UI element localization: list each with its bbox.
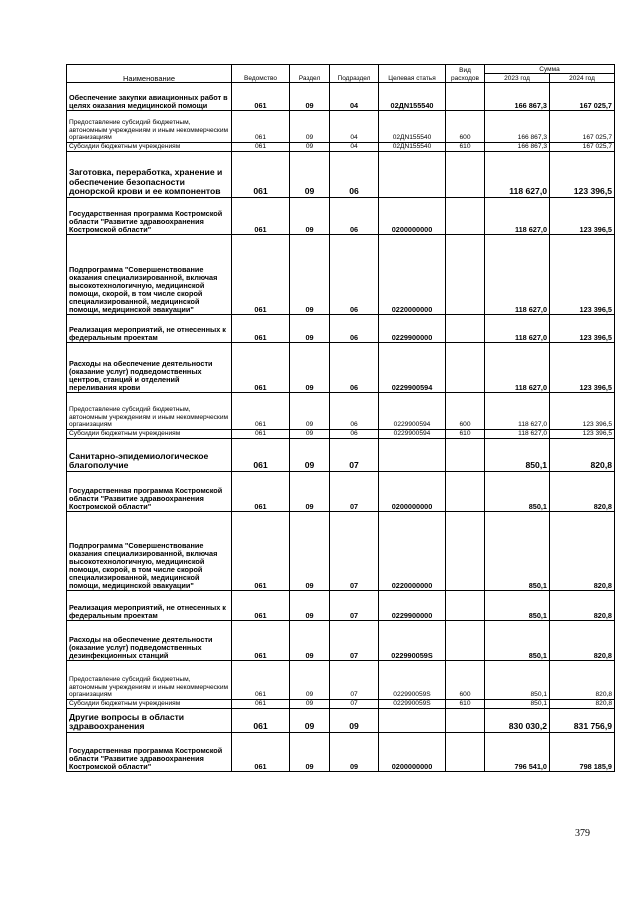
row-podrazdel: 07 xyxy=(330,439,379,472)
row-sum-2024: 167 025,7 xyxy=(550,83,615,111)
budget-table xyxy=(66,64,615,772)
row-podrazdel: 07 xyxy=(330,621,379,661)
row-name: Государственная программа Костромской области "Развитие здравоохранения Костромской области" xyxy=(67,733,232,772)
row-podrazdel: 09 xyxy=(330,709,379,733)
row-target: 0200000000 xyxy=(379,472,446,512)
row-razdel: 09 xyxy=(290,393,330,430)
row-name: Расходы на обеспечение деятельности (оказание услуг) подведомственных центров, станций и отделений переливания крови xyxy=(67,343,232,393)
row-razdel: 09 xyxy=(290,235,330,315)
row-sum-2023: 166 867,3 xyxy=(485,143,550,152)
row-vedomstvo: 061 xyxy=(232,111,290,143)
row-sum-2024: 123 396,5 xyxy=(550,343,615,393)
table-row xyxy=(67,235,615,315)
row-vedomstvo: 061 xyxy=(232,198,290,235)
table-row xyxy=(67,733,615,772)
row-target: 0229900000 xyxy=(379,591,446,621)
header-year-2024: 2024 год xyxy=(550,74,615,83)
row-podrazdel: 09 xyxy=(330,733,379,772)
row-razdel: 09 xyxy=(290,152,330,198)
row-vedomstvo: 061 xyxy=(232,661,290,700)
row-target: 0200000000 xyxy=(379,198,446,235)
row-razdel: 09 xyxy=(290,343,330,393)
row-podrazdel: 07 xyxy=(330,700,379,709)
row-sum-2024: 820,8 xyxy=(550,661,615,700)
row-sum-2023: 850,1 xyxy=(485,472,550,512)
row-target: 0229900594 xyxy=(379,430,446,439)
row-name: Обеспечение закупки авиационных работ в целях оказания медицинской помощи xyxy=(67,83,232,111)
row-name: Другие вопросы в области здравоохранения xyxy=(67,709,232,733)
row-sum-2024: 123 396,5 xyxy=(550,315,615,343)
row-name: Подпрограмма "Совершенствование оказания специализированной, включая высокотехнологичную, медицинской помощи, скорой, в том числе скорой специализированной, медицинской помощи, медицинской эвакуации" xyxy=(67,512,232,591)
row-name: Субсидии бюджетным учреждениям xyxy=(67,700,232,709)
row-target: 0229900000 xyxy=(379,315,446,343)
row-name: Предоставление субсидий бюджетным, автономным учреждениям и иным некоммерческим организациям xyxy=(67,661,232,700)
row-vedomstvo: 061 xyxy=(232,700,290,709)
table-row xyxy=(67,709,615,733)
table-row xyxy=(67,152,615,198)
row-sum-2023: 850,1 xyxy=(485,439,550,472)
row-podrazdel: 06 xyxy=(330,198,379,235)
row-podrazdel: 07 xyxy=(330,472,379,512)
row-name: Государственная программа Костромской области "Развитие здравоохранения Костромской области" xyxy=(67,198,232,235)
row-vedomstvo: 061 xyxy=(232,733,290,772)
row-podrazdel: 07 xyxy=(330,661,379,700)
row-sum-2023: 118 627,0 xyxy=(485,430,550,439)
row-sum-2023: 118 627,0 xyxy=(485,393,550,430)
row-sum-2024: 820,8 xyxy=(550,591,615,621)
row-sum-2024: 167 025,7 xyxy=(550,143,615,152)
row-sum-2023: 118 627,0 xyxy=(485,198,550,235)
row-vid xyxy=(446,315,485,343)
row-sum-2023: 118 627,0 xyxy=(485,315,550,343)
row-vid: 600 xyxy=(446,111,485,143)
row-vid: 610 xyxy=(446,430,485,439)
row-sum-2024: 831 756,9 xyxy=(550,709,615,733)
table-row xyxy=(67,343,615,393)
row-podrazdel: 06 xyxy=(330,343,379,393)
row-target xyxy=(379,709,446,733)
table-row xyxy=(67,472,615,512)
header-summa: Сумма xyxy=(485,65,615,74)
row-target: 02ДN155540 xyxy=(379,83,446,111)
row-vid xyxy=(446,152,485,198)
row-vid xyxy=(446,343,485,393)
row-razdel: 09 xyxy=(290,733,330,772)
row-razdel: 09 xyxy=(290,198,330,235)
row-vid xyxy=(446,198,485,235)
row-name: Расходы на обеспечение деятельности (оказание услуг) подведомственных дезинфекционных станций xyxy=(67,621,232,661)
row-sum-2023: 118 627,0 xyxy=(485,343,550,393)
table-row xyxy=(67,393,615,430)
row-vid xyxy=(446,512,485,591)
row-vedomstvo: 061 xyxy=(232,235,290,315)
row-podrazdel: 06 xyxy=(330,393,379,430)
row-sum-2024: 123 396,5 xyxy=(550,152,615,198)
row-name: Реализация мероприятий, не отнесенных к федеральным проектам xyxy=(67,591,232,621)
row-podrazdel: 06 xyxy=(330,235,379,315)
row-vedomstvo: 061 xyxy=(232,152,290,198)
row-name: Субсидии бюджетным учреждениям xyxy=(67,143,232,152)
header-target: Целевая статья xyxy=(379,65,446,83)
row-vid xyxy=(446,733,485,772)
row-vedomstvo: 061 xyxy=(232,315,290,343)
row-sum-2023: 166 867,3 xyxy=(485,83,550,111)
table-row xyxy=(67,439,615,472)
row-sum-2024: 820,8 xyxy=(550,700,615,709)
row-razdel: 09 xyxy=(290,709,330,733)
header-vedomstvo: Ведомство xyxy=(232,65,290,83)
row-vedomstvo: 061 xyxy=(232,709,290,733)
row-name: Санитарно-эпидемиологическое благополучие xyxy=(67,439,232,472)
row-vedomstvo: 061 xyxy=(232,591,290,621)
row-sum-2023: 830 030,2 xyxy=(485,709,550,733)
row-target: 0220000000 xyxy=(379,235,446,315)
row-sum-2023: 850,1 xyxy=(485,591,550,621)
table-row xyxy=(67,143,615,152)
page-number: 379 xyxy=(575,828,590,839)
row-name: Реализация мероприятий, не отнесенных к федеральным проектам xyxy=(67,315,232,343)
row-razdel: 09 xyxy=(290,512,330,591)
header-year-2023: 2023 год xyxy=(485,74,550,83)
row-sum-2023: 850,1 xyxy=(485,700,550,709)
row-sum-2024: 123 396,5 xyxy=(550,393,615,430)
row-target: 0229900594 xyxy=(379,343,446,393)
row-razdel: 09 xyxy=(290,143,330,152)
row-vedomstvo: 061 xyxy=(232,83,290,111)
row-sum-2023: 850,1 xyxy=(485,661,550,700)
row-sum-2024: 123 396,5 xyxy=(550,235,615,315)
row-podrazdel: 04 xyxy=(330,111,379,143)
row-vedomstvo: 061 xyxy=(232,393,290,430)
row-podrazdel: 04 xyxy=(330,143,379,152)
row-sum-2023: 166 867,3 xyxy=(485,111,550,143)
row-vid xyxy=(446,591,485,621)
table-row xyxy=(67,83,615,111)
header-name: Наименование xyxy=(67,65,232,83)
row-target: 0229900594 xyxy=(379,393,446,430)
row-sum-2024: 123 396,5 xyxy=(550,198,615,235)
row-target: 022990059S xyxy=(379,661,446,700)
row-vid xyxy=(446,621,485,661)
row-vid: 610 xyxy=(446,143,485,152)
row-sum-2023: 796 541,0 xyxy=(485,733,550,772)
row-vid: 600 xyxy=(446,661,485,700)
table-row xyxy=(67,621,615,661)
row-sum-2024: 820,8 xyxy=(550,439,615,472)
table-row xyxy=(67,111,615,143)
table-row xyxy=(67,315,615,343)
row-podrazdel: 04 xyxy=(330,83,379,111)
row-vid xyxy=(446,709,485,733)
header-razdel: Раздел xyxy=(290,65,330,83)
row-vedomstvo: 061 xyxy=(232,512,290,591)
table-row xyxy=(67,430,615,439)
row-vid xyxy=(446,235,485,315)
row-razdel: 09 xyxy=(290,700,330,709)
row-razdel: 09 xyxy=(290,315,330,343)
row-razdel: 09 xyxy=(290,621,330,661)
row-razdel: 09 xyxy=(290,83,330,111)
row-target: 02ДN155540 xyxy=(379,143,446,152)
header-vid: Вид расходов xyxy=(446,65,485,83)
row-vedomstvo: 061 xyxy=(232,621,290,661)
row-name: Государственная программа Костромской области "Развитие здравоохранения Костромской области" xyxy=(67,472,232,512)
row-podrazdel: 06 xyxy=(330,152,379,198)
row-podrazdel: 07 xyxy=(330,591,379,621)
row-name: Предоставление субсидий бюджетным, автономным учреждениям и иным некоммерческим организациям xyxy=(67,393,232,430)
table-row xyxy=(67,591,615,621)
row-razdel: 09 xyxy=(290,661,330,700)
row-vid xyxy=(446,83,485,111)
row-sum-2023: 850,1 xyxy=(485,512,550,591)
row-sum-2024: 123 396,5 xyxy=(550,430,615,439)
row-target: 0200000000 xyxy=(379,733,446,772)
table-row xyxy=(67,512,615,591)
row-sum-2024: 167 025,7 xyxy=(550,111,615,143)
row-target: 022990059S xyxy=(379,700,446,709)
row-razdel: 09 xyxy=(290,111,330,143)
table-row xyxy=(67,700,615,709)
row-target: 022990059S xyxy=(379,621,446,661)
row-vedomstvo: 061 xyxy=(232,343,290,393)
row-sum-2023: 850,1 xyxy=(485,621,550,661)
row-vedomstvo: 061 xyxy=(232,143,290,152)
row-vid xyxy=(446,472,485,512)
row-podrazdel: 06 xyxy=(330,430,379,439)
row-podrazdel: 06 xyxy=(330,315,379,343)
row-name: Предоставление субсидий бюджетным, автономным учреждениям и иным некоммерческим организациям xyxy=(67,111,232,143)
row-name: Заготовка, переработка, хранение и обеспечение безопасности донорской крови и ее компонентов xyxy=(67,152,232,198)
row-sum-2023: 118 627,0 xyxy=(485,235,550,315)
row-vedomstvo: 061 xyxy=(232,430,290,439)
row-sum-2023: 118 627,0 xyxy=(485,152,550,198)
row-vid xyxy=(446,439,485,472)
row-vedomstvo: 061 xyxy=(232,439,290,472)
row-vid: 610 xyxy=(446,700,485,709)
row-name: Подпрограмма "Совершенствование оказания специализированной, включая высокотехнологичную, медицинской помощи, скорой, в том числе скорой специализированной, медицинской помощи, медицинской эвакуации" xyxy=(67,235,232,315)
table-body xyxy=(67,83,615,772)
row-target: 02ДN155540 xyxy=(379,111,446,143)
row-razdel: 09 xyxy=(290,472,330,512)
row-razdel: 09 xyxy=(290,439,330,472)
row-sum-2024: 820,8 xyxy=(550,472,615,512)
row-razdel: 09 xyxy=(290,430,330,439)
table-header xyxy=(67,65,615,83)
row-sum-2024: 798 185,9 xyxy=(550,733,615,772)
row-name: Субсидии бюджетным учреждениям xyxy=(67,430,232,439)
row-target xyxy=(379,439,446,472)
row-target: 0220000000 xyxy=(379,512,446,591)
row-sum-2024: 820,8 xyxy=(550,621,615,661)
row-vedomstvo: 061 xyxy=(232,472,290,512)
row-sum-2024: 820,8 xyxy=(550,512,615,591)
row-razdel: 09 xyxy=(290,591,330,621)
table-row xyxy=(67,198,615,235)
budget-table-page xyxy=(66,64,614,772)
header-podrazdel: Подраздел xyxy=(330,65,379,83)
row-vid: 600 xyxy=(446,393,485,430)
row-target xyxy=(379,152,446,198)
table-row xyxy=(67,661,615,700)
row-podrazdel: 07 xyxy=(330,512,379,591)
